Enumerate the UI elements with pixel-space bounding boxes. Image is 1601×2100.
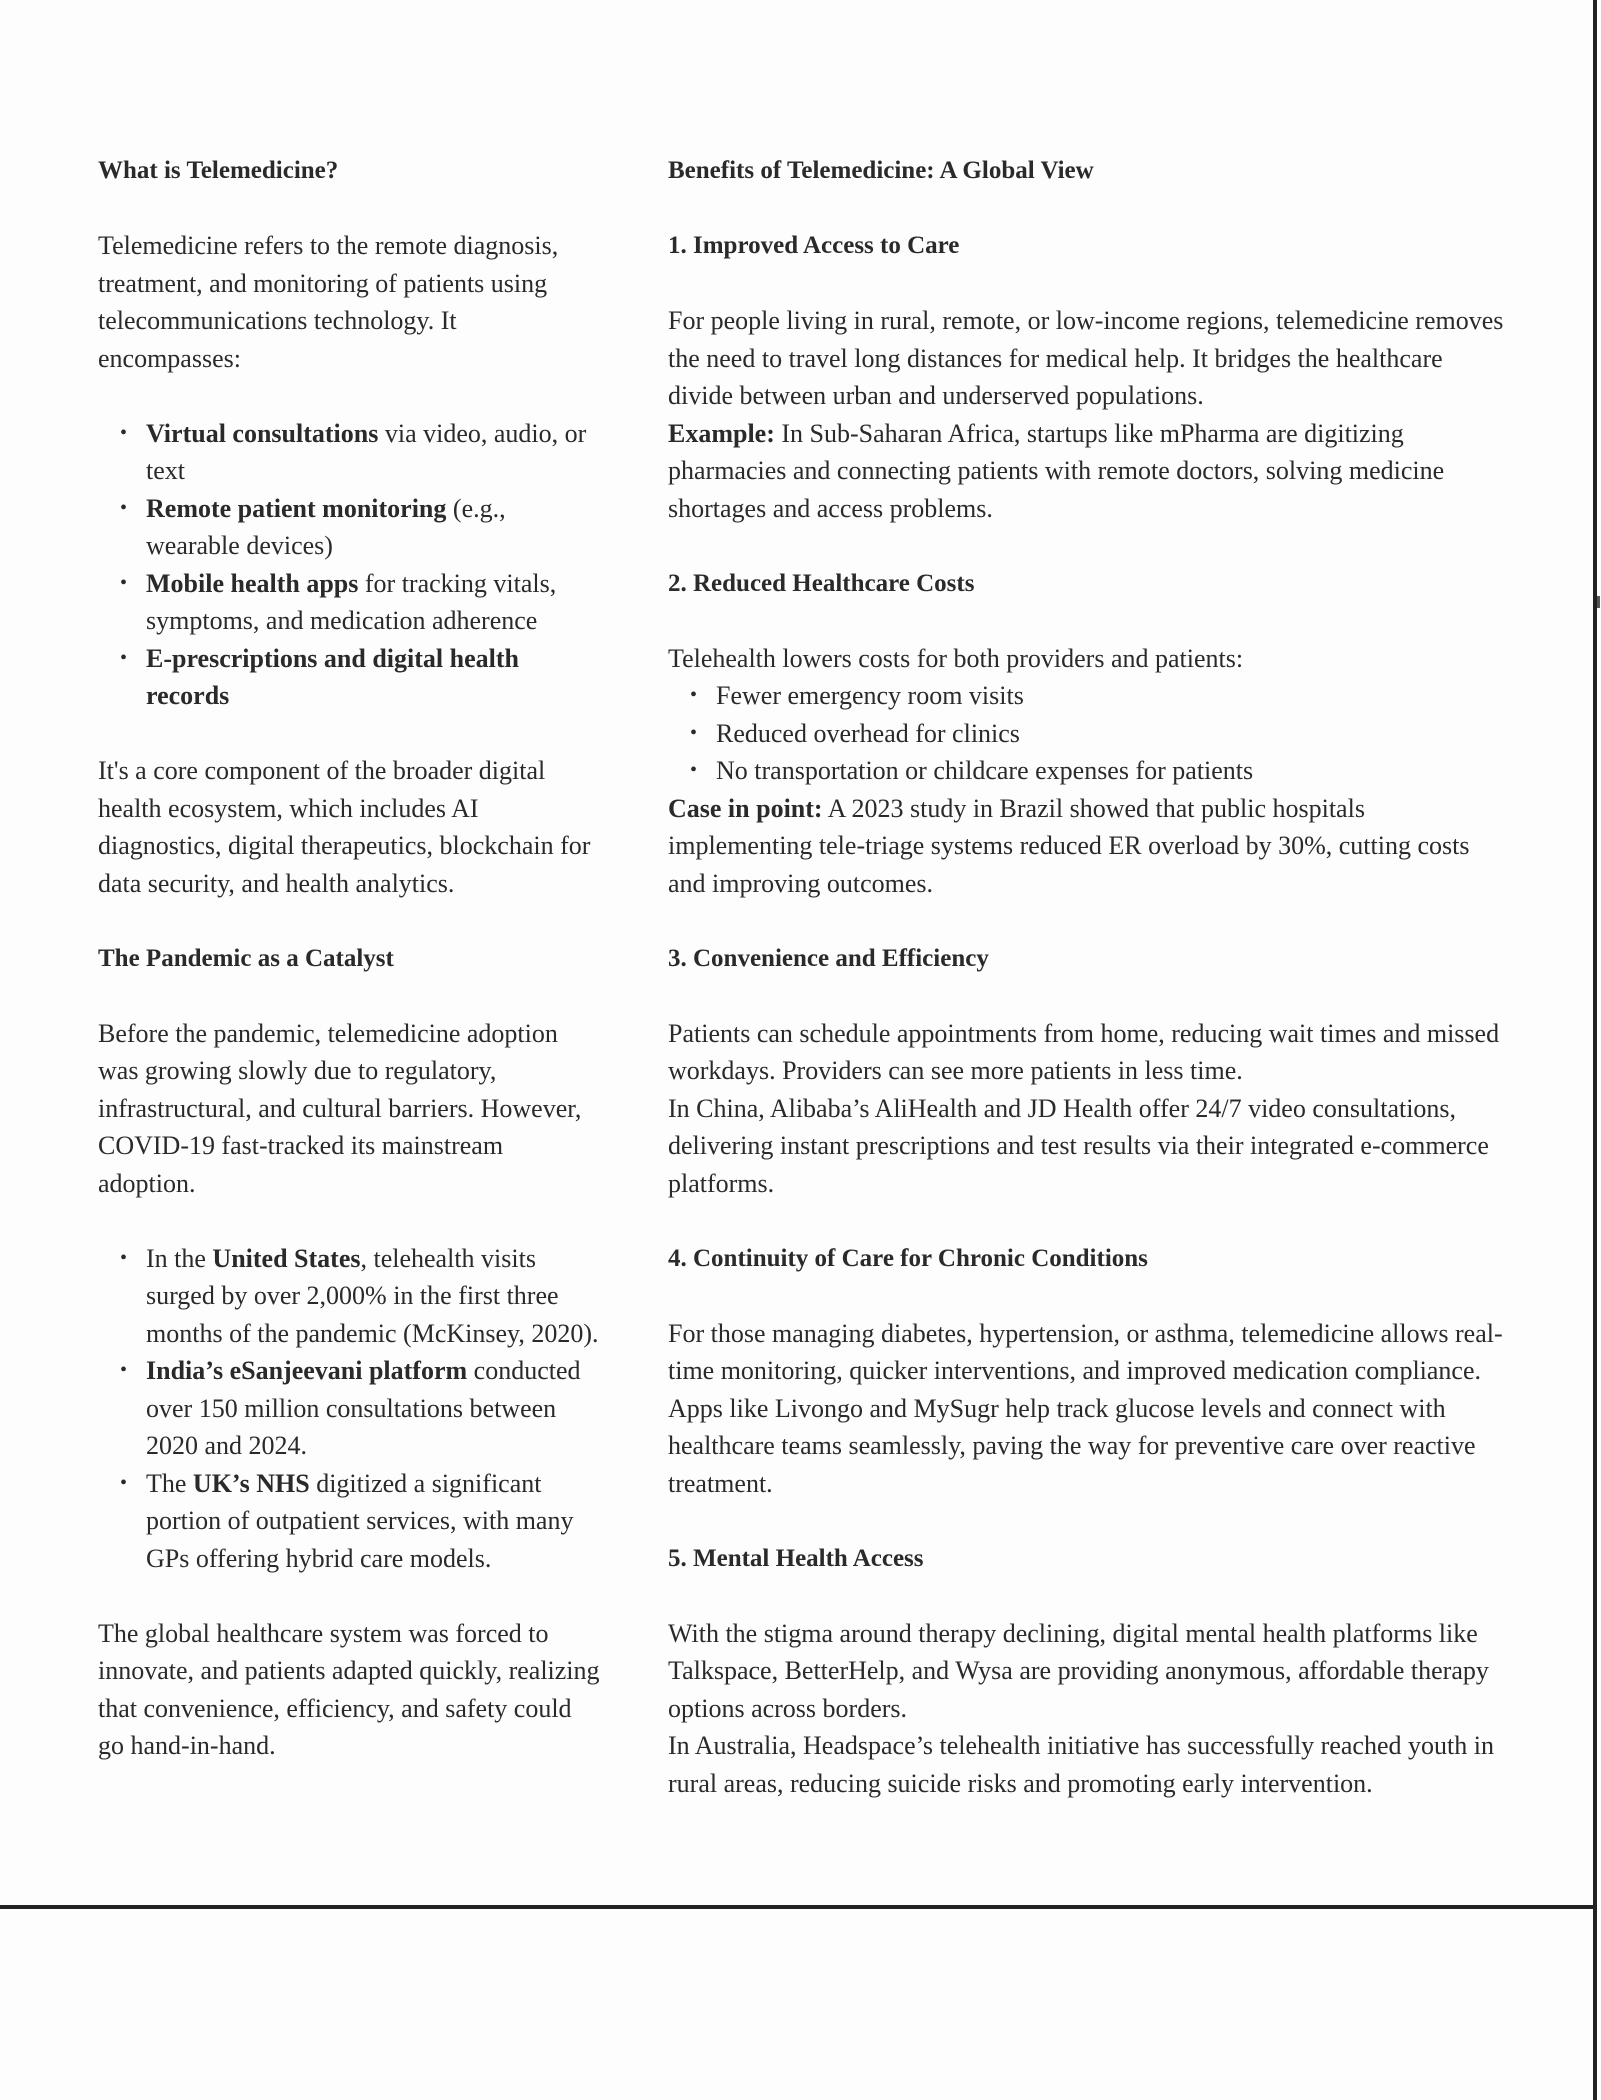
core-component-paragraph: It's a core component of the broader digital health ecosystem, which includes AI diagnostics, digital therapeutics, blockchain for data security, and health analytics. (98, 756, 591, 898)
mental-health-example: In Australia, Headspace’s telehealth initiative has successfully reached youth in rural areas, reducing suicide risks and promoting early intervention. (668, 1731, 1494, 1798)
telemedicine-components-list (98, 415, 603, 715)
list-item: • Virtual consultations via video, audio, or text (146, 415, 603, 490)
costs-list (668, 677, 1513, 790)
continuity-paragraph: For those managing diabetes, hypertension, or asthma, telemedicine allows real-time monitoring, quicker interventions, and improved medication compliance. (668, 1318, 1503, 1385)
list-item: • Mobile health apps for tracking vitals, symptoms, and medication adherence (146, 565, 603, 640)
left-column (98, 152, 603, 1765)
global-healthcare-paragraph: The global healthcare system was forced to innovate, and patients adapted quickly, realizing that convenience, efficiency, and safety could go hand-in-hand. (98, 1618, 600, 1760)
heading-continuity-of-care: 4. Continuity of Care for Chronic Conditions (668, 1244, 1148, 1272)
access-example: Example: In Sub-Saharan Africa, startups like mPharma are digitizing pharmacies and connecting patients with remote doctors, solving medicine shortages and access problems. (668, 418, 1445, 523)
mental-health-paragraph: With the stigma around therapy declining, digital mental health platforms like Talkspace, BetterHelp, and Wysa are providing anonymous, affordable therapy options across borders. (668, 1618, 1489, 1723)
pandemic-examples-list (98, 1240, 603, 1578)
heading-access-to-care: 1. Improved Access to Care (668, 232, 960, 259)
right-column (668, 152, 1513, 1802)
heading-convenience: 3. Convenience and Efficiency (668, 944, 989, 972)
list-item: • No transportation or childcare expenses for patients (716, 752, 1513, 790)
list-item: • In the United States, telehealth visits surged by over 2,000% in the first three months of the pandemic (McKinsey, 2020). (146, 1240, 603, 1353)
heading-pandemic-catalyst: The Pandemic as a Catalyst (98, 944, 394, 972)
edge-mark (1597, 596, 1600, 608)
before-pandemic-paragraph: Before the pandemic, telemedicine adoption was growing slowly due to regulatory, infrastructural, and cultural barriers. However, COVID-19 fast-tracked its mainstream adoption. (98, 1018, 582, 1198)
heading-what-is-telemedicine: What is Telemedicine? (98, 157, 339, 184)
continuity-example: Apps like Livongo and MySugr help track glucose levels and connect with healthcare teams seamlessly, paving the way for preventive care over reactive treatment. (668, 1393, 1476, 1498)
page-bottom-border (0, 1905, 1597, 1909)
heading-reduced-costs: 2. Reduced Healthcare Costs (668, 569, 975, 597)
list-item: • Remote patient monitoring (e.g., wearable devices) (146, 490, 603, 565)
heading-mental-health: 5. Mental Health Access (668, 1544, 924, 1572)
intro-paragraph: Telemedicine refers to the remote diagnosis, treatment, and monitoring of patients using telecommunications technology. It encompasses: (98, 231, 559, 373)
costs-paragraph: Telehealth lowers costs for both providers and patients: (668, 643, 1244, 673)
list-item: • E-prescriptions and digital health records (146, 640, 603, 715)
list-item: • India’s eSanjeevani platform conducted over 150 million consultations between 2020 and 2024. (146, 1352, 603, 1465)
access-paragraph: For people living in rural, remote, or low-income regions, telemedicine removes the need to travel long distances for medical help. It bridges the healthcare divide between urban and underserved populations. (668, 306, 1504, 410)
heading-benefits: Benefits of Telemedicine: A Global View (668, 157, 1094, 184)
convenience-example: In China, Alibaba’s AliHealth and JD Health offer 24/7 video consultations, delivering instant prescriptions and test results via their integrated e-commerce platforms. (668, 1093, 1489, 1198)
costs-case-in-point: Case in point: A 2023 study in Brazil showed that public hospitals implementing tele-triage systems reduced ER overload by 30%, cutting costs and improving outcomes. (668, 793, 1470, 898)
list-item: • Reduced overhead for clinics (716, 715, 1513, 753)
list-item: • The UK’s NHS digitized a significant portion of outpatient services, with many GPs offering hybrid care models. (146, 1465, 603, 1578)
list-item: • Fewer emergency room visits (716, 677, 1513, 715)
page-right-border (1593, 0, 1597, 2100)
convenience-paragraph: Patients can schedule appointments from home, reducing wait times and missed workdays. Providers can see more patients in less time. (668, 1018, 1500, 1085)
